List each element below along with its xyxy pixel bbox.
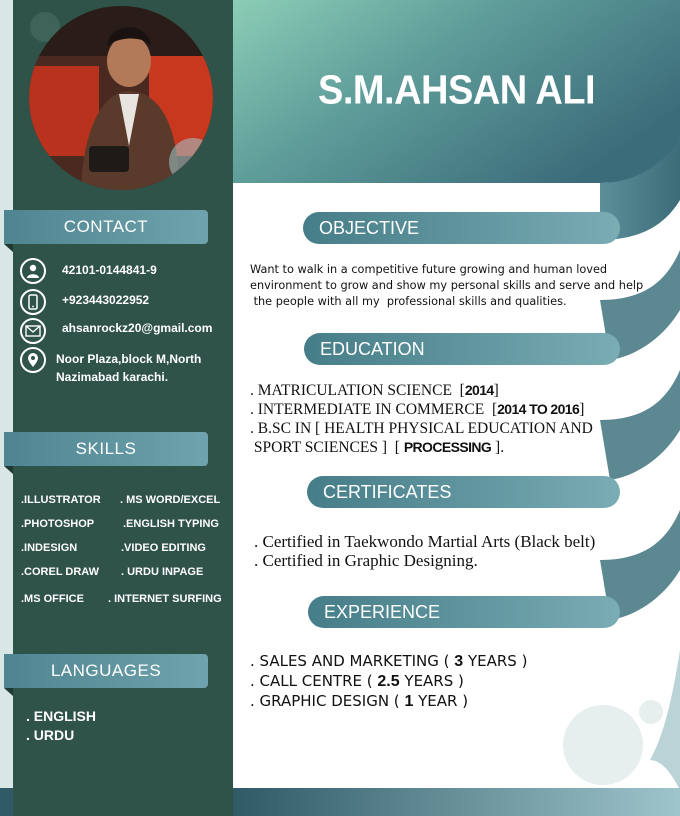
education-item [250,420,593,438]
objective-heading [303,212,620,244]
location-pin-icon [20,347,46,373]
contact-email[interactable]: ahsanrockz20@gmail.com [62,321,213,335]
experience-heading [308,596,620,628]
decor-circle-photo [169,138,213,186]
education-item-text: . MATRICULATION SCIENCE [ [250,382,465,399]
education-item-year: 2014 [464,382,494,398]
language-item: . ENGLISH [26,708,97,724]
experience-item-years: 1 [404,693,414,710]
contact-phone[interactable]: +923443022952 [62,293,150,307]
languages-heading [4,654,208,688]
skill-item: .PHOTOSHOP [21,518,95,530]
contact-heading-label: CONTACT [63,217,149,236]
contact-address-line2: Nazimabad karachi. [56,370,169,384]
education-heading [304,333,620,365]
certificate-item: . Certified in Taekwondo Martial Arts (Black belt) [254,532,596,551]
education-item-close: ] [579,401,585,418]
language-item: . URDU [26,727,75,743]
contact-address [56,350,201,386]
education-item-close: ]. [491,439,505,456]
certificate-item: . Certified in Graphic Designing. [254,551,478,570]
experience-item-text: . CALL CENTRE ( [250,672,378,690]
education-item-year: 2014 TO 2016 [497,401,580,417]
skill-item: . INTERNET SURFING [108,593,222,605]
experience-item [250,652,527,671]
resume-name: S.M.AHSAN ALI [318,68,596,114]
contact-address-line1: Noor Plaza,block M,North [56,352,202,366]
education-item [250,401,584,419]
education-item-text: . B.SC IN [ HEALTH PHYSICAL EDUCATION AND [250,420,593,437]
objective-heading-label: OBJECTIVE [319,218,420,238]
experience-item-years: 2.5 [377,673,400,690]
experience-heading-label: EXPERIENCE [324,602,441,622]
phone-icon [20,289,46,315]
experience-item-unit: YEAR ) [413,692,469,710]
objective-line: environment to grow and show my personal skills and serve and help [250,279,644,292]
experience-item-unit: YEARS ) [399,672,464,690]
skill-item: . MS WORD/EXCEL [120,494,221,506]
objective-text [250,262,670,310]
contact-id-number: 42101-0144841-9 [62,263,157,277]
skills-heading [4,432,208,466]
skill-item: .INDESIGN [21,542,78,554]
contact-heading [4,210,208,244]
experience-item [250,672,464,691]
person-icon [20,258,46,284]
experience-item-text: . SALES AND MARKETING ( [250,652,455,670]
skill-item: .VIDEO EDITING [121,542,206,554]
skills-heading-label: SKILLS [75,439,137,458]
experience-item-unit: YEARS ) [463,652,528,670]
experience-item [250,692,468,711]
education-heading-label: EDUCATION [320,339,425,359]
skill-item: . URDU INPAGE [121,566,204,578]
certificates-heading [307,476,620,508]
skill-item: .ENGLISH TYPING [123,518,219,530]
education-item-text: SPORT SCIENCES ] [ [250,439,404,456]
skill-item: .ILLUSTRATOR [21,494,101,506]
education-item-text: . INTERMEDIATE IN COMMERCE [ [250,401,498,418]
skill-item: .COREL DRAW [21,566,100,578]
experience-item-text: . GRAPHIC DESIGN ( [250,692,405,710]
objective-line: the people with all my professional skills and qualities. [250,295,567,308]
education-item-close: ] [493,382,499,399]
mail-icon [20,318,46,344]
languages-heading-label: LANGUAGES [50,661,162,680]
skill-item: .MS OFFICE [21,593,84,605]
objective-line: Want to walk in a competitive future growing and human loved [250,263,608,276]
education-item [250,382,499,400]
education-item [250,439,504,457]
education-item-status: PROCESSING [403,439,492,455]
profile-photo [29,6,213,190]
certificates-heading-label: CERTIFICATES [323,482,452,502]
experience-item-years: 3 [454,653,464,670]
